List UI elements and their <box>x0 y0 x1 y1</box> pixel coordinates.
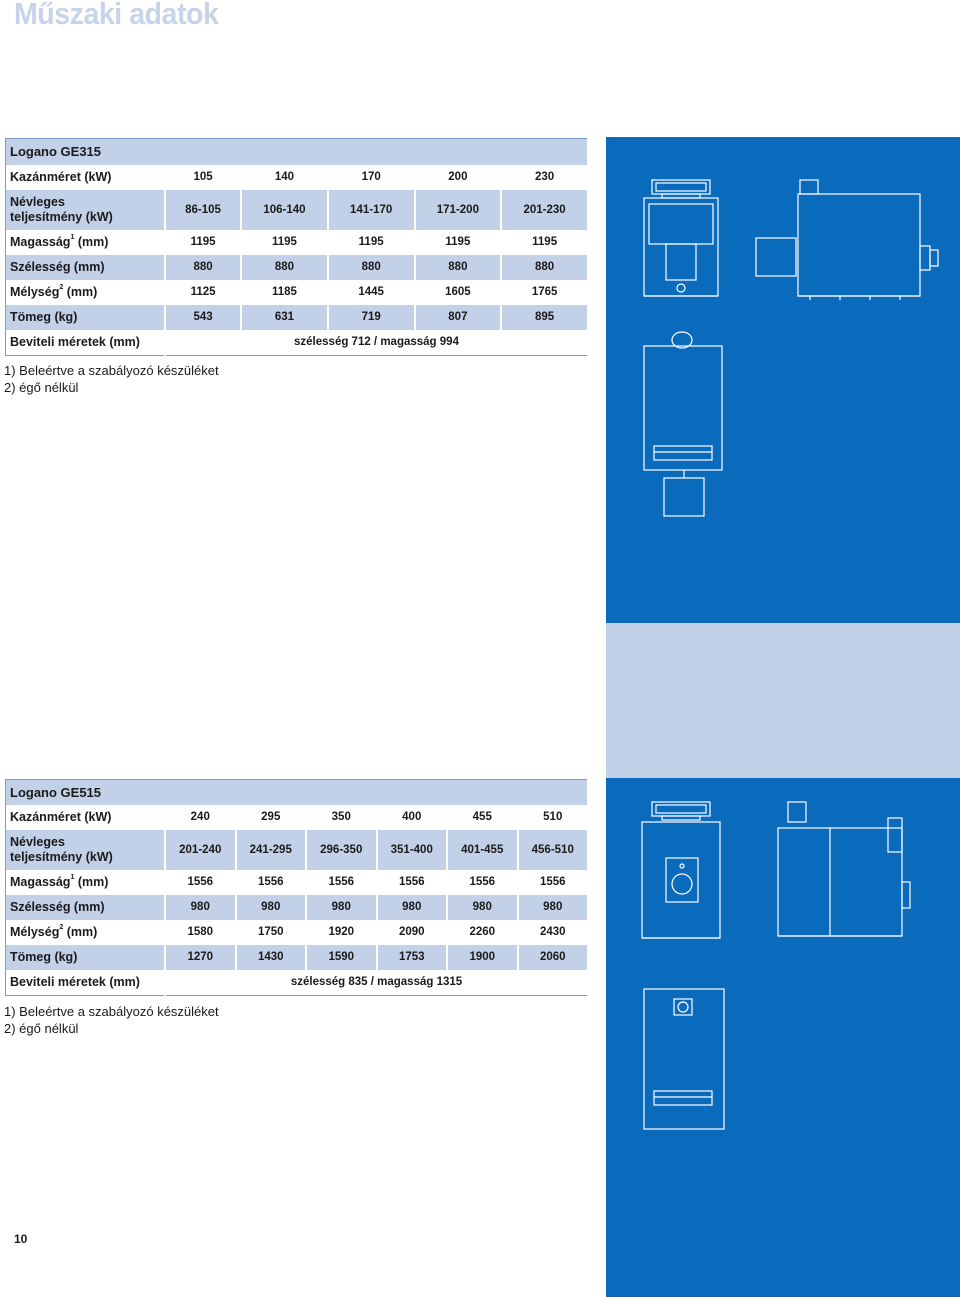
table-cell: 1195 <box>415 230 502 255</box>
row-label-line: Névleges <box>10 834 65 849</box>
table-cell: 1753 <box>377 945 448 970</box>
table-cell: 1900 <box>447 945 518 970</box>
row-label <box>6 870 166 895</box>
footnote-mark: 2 <box>59 924 64 931</box>
row-label-text: Mélység <box>10 285 60 299</box>
table-cell: 719 <box>328 305 415 330</box>
ge315-side-view-drawing <box>750 176 945 304</box>
table-cell: 1605 <box>415 280 502 305</box>
table-cell: 201-240 <box>165 830 236 870</box>
footnote-1: 1) Beleértve a szabályozó készüléket <box>4 363 219 378</box>
ge515-spec-table <box>5 779 589 996</box>
row-label: Szélesség (mm) <box>6 255 166 280</box>
row-label <box>6 280 166 305</box>
ge315-front-view-drawing <box>636 176 736 301</box>
ge515-rear-view-drawing <box>638 985 728 1135</box>
table-cell: 105 <box>165 165 241 190</box>
table-cell: 1195 <box>165 230 241 255</box>
table-cell: 1125 <box>165 280 241 305</box>
table-cell: 1750 <box>236 920 307 945</box>
ge315-rear-view-drawing <box>638 328 728 520</box>
input-dimensions: szélesség 712 / magasság 994 <box>165 330 588 356</box>
table-cell: 350 <box>306 805 377 830</box>
table-cell: 980 <box>377 895 448 920</box>
table-cell: 400 <box>377 805 448 830</box>
footnote-2: 2) égő nélkül <box>4 380 79 395</box>
table-cell: 1185 <box>241 280 328 305</box>
footnote-mark: 1 <box>70 234 75 241</box>
table-title: Logano GE515 <box>6 780 589 805</box>
table-cell: 171-200 <box>415 190 502 230</box>
row-label: Tömeg (kg) <box>6 305 166 330</box>
table-cell: 1765 <box>501 280 588 305</box>
table-cell: 1556 <box>306 870 377 895</box>
table-cell: 240 <box>165 805 236 830</box>
table-cell: 1556 <box>165 870 236 895</box>
table-cell: 200 <box>415 165 502 190</box>
table-cell: 140 <box>241 165 328 190</box>
row-label-line: teljesítmény (kW) <box>10 209 113 224</box>
footnotes-ge315 <box>4 362 219 396</box>
table-cell: 1556 <box>236 870 307 895</box>
table-cell: 880 <box>328 255 415 280</box>
table-cell: 1556 <box>447 870 518 895</box>
table-title: Logano GE315 <box>6 139 589 165</box>
table-cell: 401-455 <box>447 830 518 870</box>
table-cell: 106-140 <box>241 190 328 230</box>
table-cell: 880 <box>415 255 502 280</box>
table-cell: 86-105 <box>165 190 241 230</box>
row-label-text: Mélység <box>10 925 60 939</box>
table-cell: 1195 <box>328 230 415 255</box>
table-cell: 510 <box>518 805 589 830</box>
table-cell: 980 <box>306 895 377 920</box>
row-label-text: Magasság <box>10 875 71 889</box>
table-cell: 980 <box>236 895 307 920</box>
table-cell: 2430 <box>518 920 589 945</box>
footnote-mark: 1 <box>70 874 75 881</box>
input-dimensions: szélesség 835 / magasság 1315 <box>165 970 588 996</box>
footnotes-ge515 <box>4 1003 219 1037</box>
ge515-front-view-drawing <box>636 798 736 943</box>
table-cell: 1580 <box>165 920 236 945</box>
table-cell: 456-510 <box>518 830 589 870</box>
ge515-side-view-drawing <box>770 798 930 943</box>
row-label: Beviteli méretek (mm) <box>6 970 166 996</box>
table-cell: 1270 <box>165 945 236 970</box>
table-cell: 543 <box>165 305 241 330</box>
row-label: Beviteli méretek (mm) <box>6 330 166 356</box>
table-cell: 2090 <box>377 920 448 945</box>
table-cell: 230 <box>501 165 588 190</box>
table-cell: 295 <box>236 805 307 830</box>
table-cell: 807 <box>415 305 502 330</box>
table-cell: 1556 <box>377 870 448 895</box>
table-cell: 880 <box>241 255 328 280</box>
table-cell: 141-170 <box>328 190 415 230</box>
table-cell: 880 <box>501 255 588 280</box>
row-label: Tömeg (kg) <box>6 945 166 970</box>
row-label-line: Névleges <box>10 194 65 209</box>
table-cell: 980 <box>165 895 236 920</box>
row-label-text: Magasság <box>10 235 71 249</box>
table-cell: 895 <box>501 305 588 330</box>
table-cell: 1920 <box>306 920 377 945</box>
table-cell: 1590 <box>306 945 377 970</box>
row-label-unit: (mm) <box>63 925 98 939</box>
row-label <box>6 230 166 255</box>
footnote-1: 1) Beleértve a szabályozó készüléket <box>4 1004 219 1019</box>
table-cell: 1430 <box>236 945 307 970</box>
table-cell: 201-230 <box>501 190 588 230</box>
row-label: Szélesség (mm) <box>6 895 166 920</box>
page-title: Műszaki adatok <box>14 0 219 31</box>
table-cell: 2260 <box>447 920 518 945</box>
row-label: Kazánméret (kW) <box>6 165 166 190</box>
row-label: Kazánméret (kW) <box>6 805 166 830</box>
table-cell: 351-400 <box>377 830 448 870</box>
page-number: 10 <box>14 1232 28 1246</box>
separator-panel <box>606 623 960 778</box>
row-label <box>6 920 166 945</box>
table-cell: 2060 <box>518 945 589 970</box>
table-cell: 296-350 <box>306 830 377 870</box>
row-label <box>6 830 166 870</box>
footnote-mark: 2 <box>59 284 64 291</box>
table-cell: 1195 <box>241 230 328 255</box>
row-label-unit: (mm) <box>74 235 109 249</box>
table-cell: 241-295 <box>236 830 307 870</box>
table-cell: 1556 <box>518 870 589 895</box>
table-cell: 880 <box>165 255 241 280</box>
table-cell: 1445 <box>328 280 415 305</box>
table-cell: 455 <box>447 805 518 830</box>
table-cell: 170 <box>328 165 415 190</box>
ge315-spec-table <box>5 138 589 356</box>
table-cell: 980 <box>447 895 518 920</box>
row-label-unit: (mm) <box>63 285 98 299</box>
row-label-line: teljesítmény (kW) <box>10 849 113 864</box>
table-cell: 980 <box>518 895 589 920</box>
table-cell: 631 <box>241 305 328 330</box>
footnote-2: 2) égő nélkül <box>4 1021 79 1036</box>
row-label-unit: (mm) <box>74 875 109 889</box>
table-cell: 1195 <box>501 230 588 255</box>
row-label <box>6 190 166 230</box>
